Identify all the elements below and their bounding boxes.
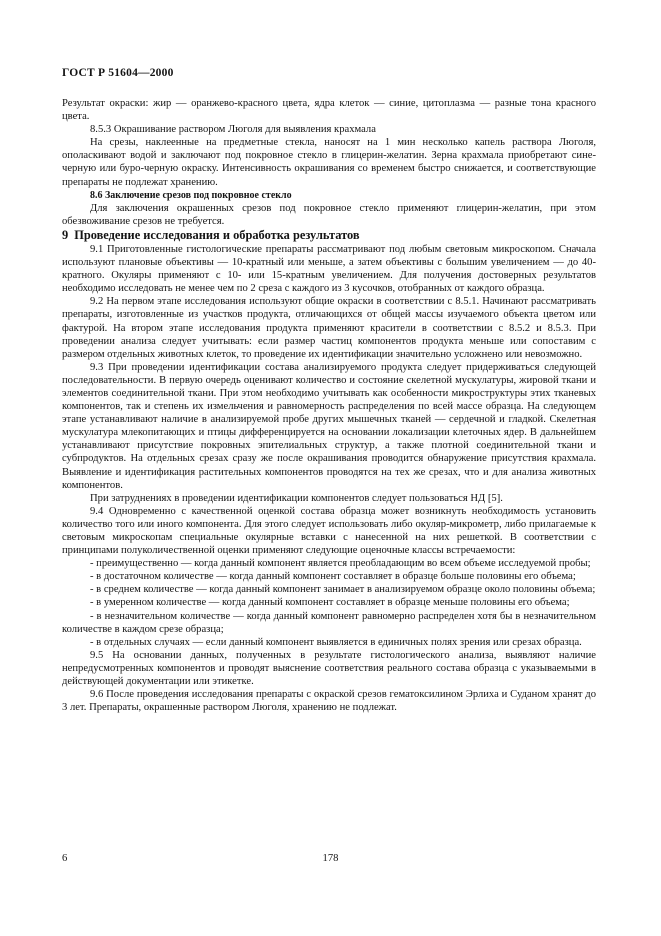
page-number: 6 [62,853,68,864]
paragraph-8-6: Для заключения окрашенных срезов под покровное стекло применяют глицерин-желатин, при этом обезвоживание срезов не требуется. [62,202,596,227]
sheet-number: 178 [322,853,339,864]
section-9-heading [62,228,596,243]
paragraph-9-6: 9.6 После проведения исследования препараты с окраской срезов гематоксилином Эрлиха и Суданом хранят до 3 лет. Препараты, окрашенные раствором Люголя, хранению не подлежат. [62,689,596,714]
page-body [62,97,596,714]
list-item: - преимущественно — когда данный компонент является преобладающим во всем объеме исследуемой пробы; [90,558,591,570]
list-item: - в отдельных случаях — если данный компонент выявляется в единичных полях зрения или срезах образца. [90,636,582,648]
list-item: - в умеренном количестве — когда данный компонент составляет в образце меньше половины его объема; [90,597,570,609]
paragraph-9-2: 9.2 На первом этапе исследования используют общие окраски в соответствии с 8.5.1. Начинают рассматривать препараты, изготовленные из участков продукта, отличающихся от общей массы изучаемого объекта цветом или фактурой. На втором этапе исследования продукта применяют красители в соответствии с 8.5.2 и 8.5.3. При проведении анализа следует учитывать: если размер частиц компонентов продукта меньше или сопоставим с размером отдельных животных клеток, то проведение их идентификации значительно усложнено или невозможно. [62,296,596,360]
paragraph-9-4: 9.4 Одновременно с качественной оценкой состава образца может возникнуть необходимость установить количество того или иного компонента. Для этого следует использовать либо окуляр-микрометр, либо прилагаемые к световым микроскопам специальные окулярные вставки с нанесенной на них решеткой. В соответствии с принципами полуколичественной оценки применяют следующие оценочные классы встречаемости: [62,505,596,557]
subsection-8-6-title: 8.6 Заключение срезов под покровное стекло [90,189,292,201]
paragraph-9-5: 9.5 На основании данных, полученных в результате гистологического анализа, выявляют наличие непредусмотренных компонентов и проводят выяснение соответствия реального состава образца с указываемыми в действующей документации или этикетке. [62,649,596,688]
list-item: - в среднем количестве — когда данный компонент занимает в анализируемом образце около половины объема; [90,584,596,596]
subsection-8-5-3-title: 8.5.3 Окрашивание раствором Люголя для выявления крахмала [90,124,376,136]
paragraph-stain-result: Результат окраски: жир — оранжево-красного цвета, ядра клеток — синие, цитоплазма — разные тона красного цвета. [62,98,596,123]
paragraph-8-5-3: На срезы, наклеенные на предметные стекла, наносят на 1 мин несколько капель раствора Люголя, ополаскивают водой и заключают под покровное стекло в глицерин-желатин. Зерна крахмала приобретают сине-черную или буро-черную окраску. Интенсивность окрашивания со временем быстро снижается, и соответствующие препараты не подлежат хранению. [62,137,596,188]
list-item: - в достаточном количестве — когда данный компонент составляет в образце больше половины его объема; [90,571,576,583]
section-9-title: Проведение исследования и обработка результатов [74,227,360,242]
document-code-header: ГОСТ Р 51604—2000 [62,67,174,79]
paragraph-9-3-reference: При затруднениях в проведении идентификации компонентов следует пользоваться НД [5]. [90,492,503,504]
paragraph-9-3: 9.3 При проведении идентификации состава анализируемого продукта следует придерживаться следующей последовательности. В первую очередь оценивают количество и состояние скелетной мускулатуры, жировой ткани и элементов соединительной ткани. При этом необходимо учитывать как особенности микроструктуры этих тканевых компонентов, так и степень их измельчения и равномерность распределения по всей массе образца. На следующем этапе устанавливают наличие в анализируемой пробе других мышечных тканей — сердечной и гладкой. Скелетная мускулатура млекопитающих и птицы дифференцируется на основании локализации клеточных ядер. В дальнейшем устанавливают присутствие покровных эпителиальных структур, а также плотной соединительной ткани и субпродуктов. На отдельных срезах сразу же после окрашивания проводится обнаружение присутствия крахмала. Выявление и идентификация растительных компонентов проводятся на тех же срезах, что и для анализа животных компонентов. [62,361,596,491]
list-item: - в незначительном количестве — когда данный компонент равномерно распределен хотя бы в незначительном количестве в каждом срезе образца; [62,610,596,635]
paragraph-9-1: 9.1 Приготовленные гистологические препараты рассматривают под любым световым микроскопом. Сначала используют плановые объективы — 10-кратный или меньше, а затем объективы с большим увеличением — до 40-кратного. Окуляры применяют с 10- или 15-кратным увеличением. Для получения достоверных результатов необходимо исследовать не менее чем по 2 среза с каждого из 3 кусочков, отобранных от каждого образца. [62,243,596,295]
section-9-number: 9 [62,227,69,242]
